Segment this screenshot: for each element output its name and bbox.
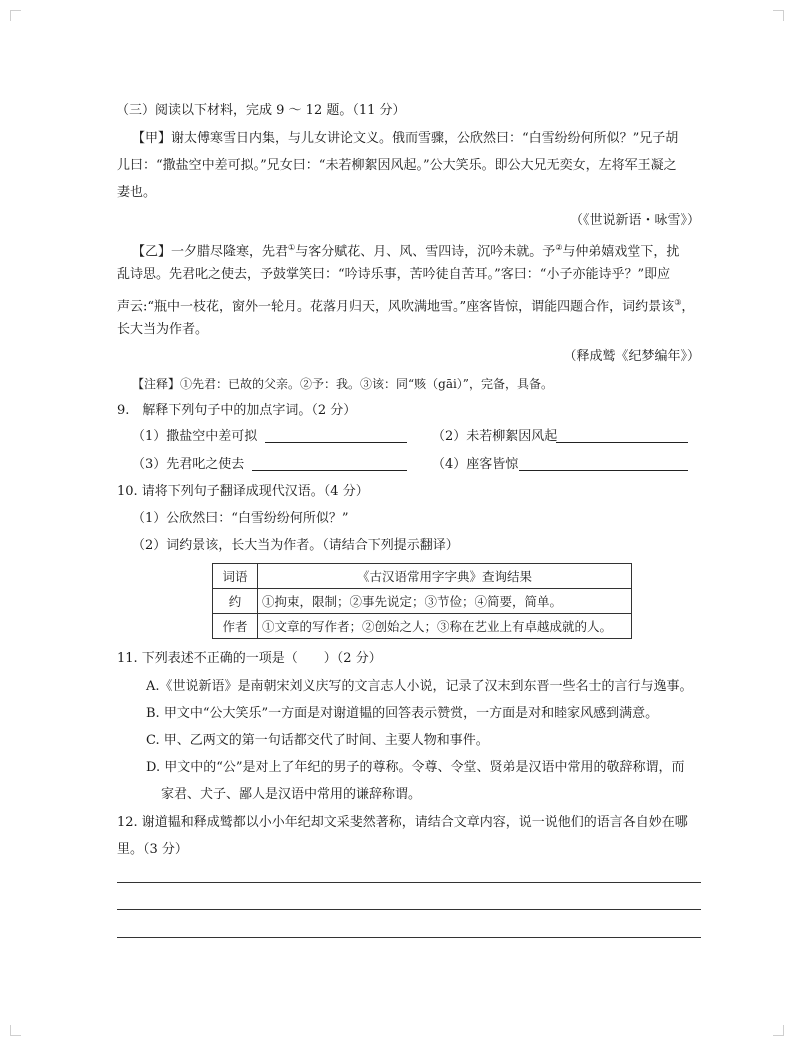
table-cell: ①拘束，限制；②事先说定；③节俭；④简要，简单。	[258, 589, 632, 614]
question-10-stem: 10. 请将下列句子翻译成现代汉语。（4 分）	[117, 484, 369, 499]
passage-a-line-1: 【甲】谢太傅寒雪日内集，与儿女讲论文义。俄而雪骤，公欣然曰：“白雪纷纷何所似？”兄子胡	[132, 131, 679, 146]
table-cell: 约	[213, 589, 258, 614]
answer-blank[interactable]	[519, 470, 688, 471]
question-9-item-3: （3）先君叱之使去	[132, 457, 245, 472]
question-10-item-2: （2）词约景该，长大当为作者。（请结合下列提示翻译）	[132, 538, 459, 553]
table-header-cell: 词语	[213, 564, 258, 589]
passage-b-line-3: 声云:“瓶中一枝花，窗外一轮月。花落月归天，风吹满地雪。”座客皆惊，谓能四题合作，词约景该③，	[117, 298, 695, 315]
table-cell: ①文章的写作者；②创始之人；③称在艺业上有卓越成就的人。	[258, 614, 632, 639]
question-12-stem-line-1: 12. 谢道韫和释成鹫都以小小年纪却文采斐然著称，请结合文章内容，说一说他们的语言各自妙在哪	[117, 815, 688, 830]
passage-b-line-2: 乱诗思。先君叱之使去，予鼓掌笑曰：“吟诗乐事，苦吟徒自苦耳。”客曰：“小子亦能诗乎？”即应	[117, 267, 671, 282]
question-11-stem: 11. 下列表述不正确的一项是（ ）（2 分）	[117, 651, 382, 666]
answer-blank[interactable]	[265, 442, 407, 443]
answer-line[interactable]	[117, 937, 701, 938]
answer-line[interactable]	[117, 909, 701, 910]
question-9-item-4: （4）座客皆惊	[432, 457, 519, 472]
question-9-item-1: （1）撒盐空中差可拟	[132, 429, 258, 444]
passage-a-label: 【甲】	[132, 131, 172, 146]
table-header-row	[213, 564, 632, 589]
answer-line[interactable]	[117, 882, 701, 883]
section-title: （三）阅读以下材料，完成 9 ～ 12 题。（11 分）	[116, 103, 406, 118]
table-header-cell: 《古汉语常用字字典》查询结果	[258, 564, 632, 589]
dictionary-table	[212, 563, 632, 639]
crop-mark	[773, 1025, 784, 1036]
question-11-option-a[interactable]: A.《世说新语》是南朝宋刘义庆写的文言志人小说，记录了汉末到东晋一些名士的言行与逸事。	[146, 679, 693, 694]
crop-mark	[10, 1025, 21, 1036]
question-9-item-2: （2）未若柳絮因风起	[432, 429, 558, 444]
question-11-option-d-cont: 家君、犬子、鄙人是汉语中常用的谦辞称谓。	[161, 787, 422, 802]
table-row	[213, 589, 632, 614]
passage-b-line-1: 【乙】一夕腊尽隆寒，先君①与客分赋花、月、风、雪四诗，沉吟未就。予②与仲弟嬉戏堂下，扰	[132, 243, 680, 260]
answer-blank[interactable]	[556, 442, 688, 443]
question-11-option-d[interactable]: D. 甲文中的“公”是对上了年纪的男子的尊称。令尊、令堂、贤弟是汉语中常用的敬辞称谓，而	[146, 760, 685, 775]
passage-b-source: （释成鹫《纪梦编年》）	[563, 349, 700, 364]
crop-mark	[773, 10, 784, 21]
table-cell: 作者	[213, 614, 258, 639]
question-11-option-c[interactable]: C. 甲、乙两文的第一句话都交代了时间、主要人物和事件。	[146, 733, 489, 748]
passage-b-line-4: 长大当为作者。	[117, 322, 209, 337]
passage-b-label: 【乙】	[132, 244, 172, 260]
annotation-notes: 【注释】①先君：已故的父亲。②予：我。③该：同“赅（gāi）”，完备，具备。	[132, 377, 553, 391]
answer-blank[interactable]	[252, 470, 407, 471]
question-12-stem-line-2: 里。（3 分）	[117, 842, 188, 857]
passage-a-line-3: 妻也。	[117, 185, 157, 200]
question-9-stem: 9. 解释下列句子中的加点字词。（2 分）	[117, 403, 357, 418]
crop-mark	[10, 10, 21, 21]
passage-a-line-2: 儿曰：“撒盐空中差可拟。”兄女曰：“未若柳絮因风起。”公大笑乐。即公大兄无奕女，左将军王凝之	[117, 158, 677, 173]
table-row	[213, 614, 632, 639]
passage-a-source: （《世说新语・咏雪》）	[569, 213, 700, 228]
question-10-item-1: （1）公欣然曰：“白雪纷纷何所似？”	[132, 511, 349, 526]
question-11-option-b[interactable]: B. 甲文中“公大笑乐”一方面是对谢道韫的回答表示赞赏，一方面是对和睦家风感到满意。	[146, 706, 659, 721]
